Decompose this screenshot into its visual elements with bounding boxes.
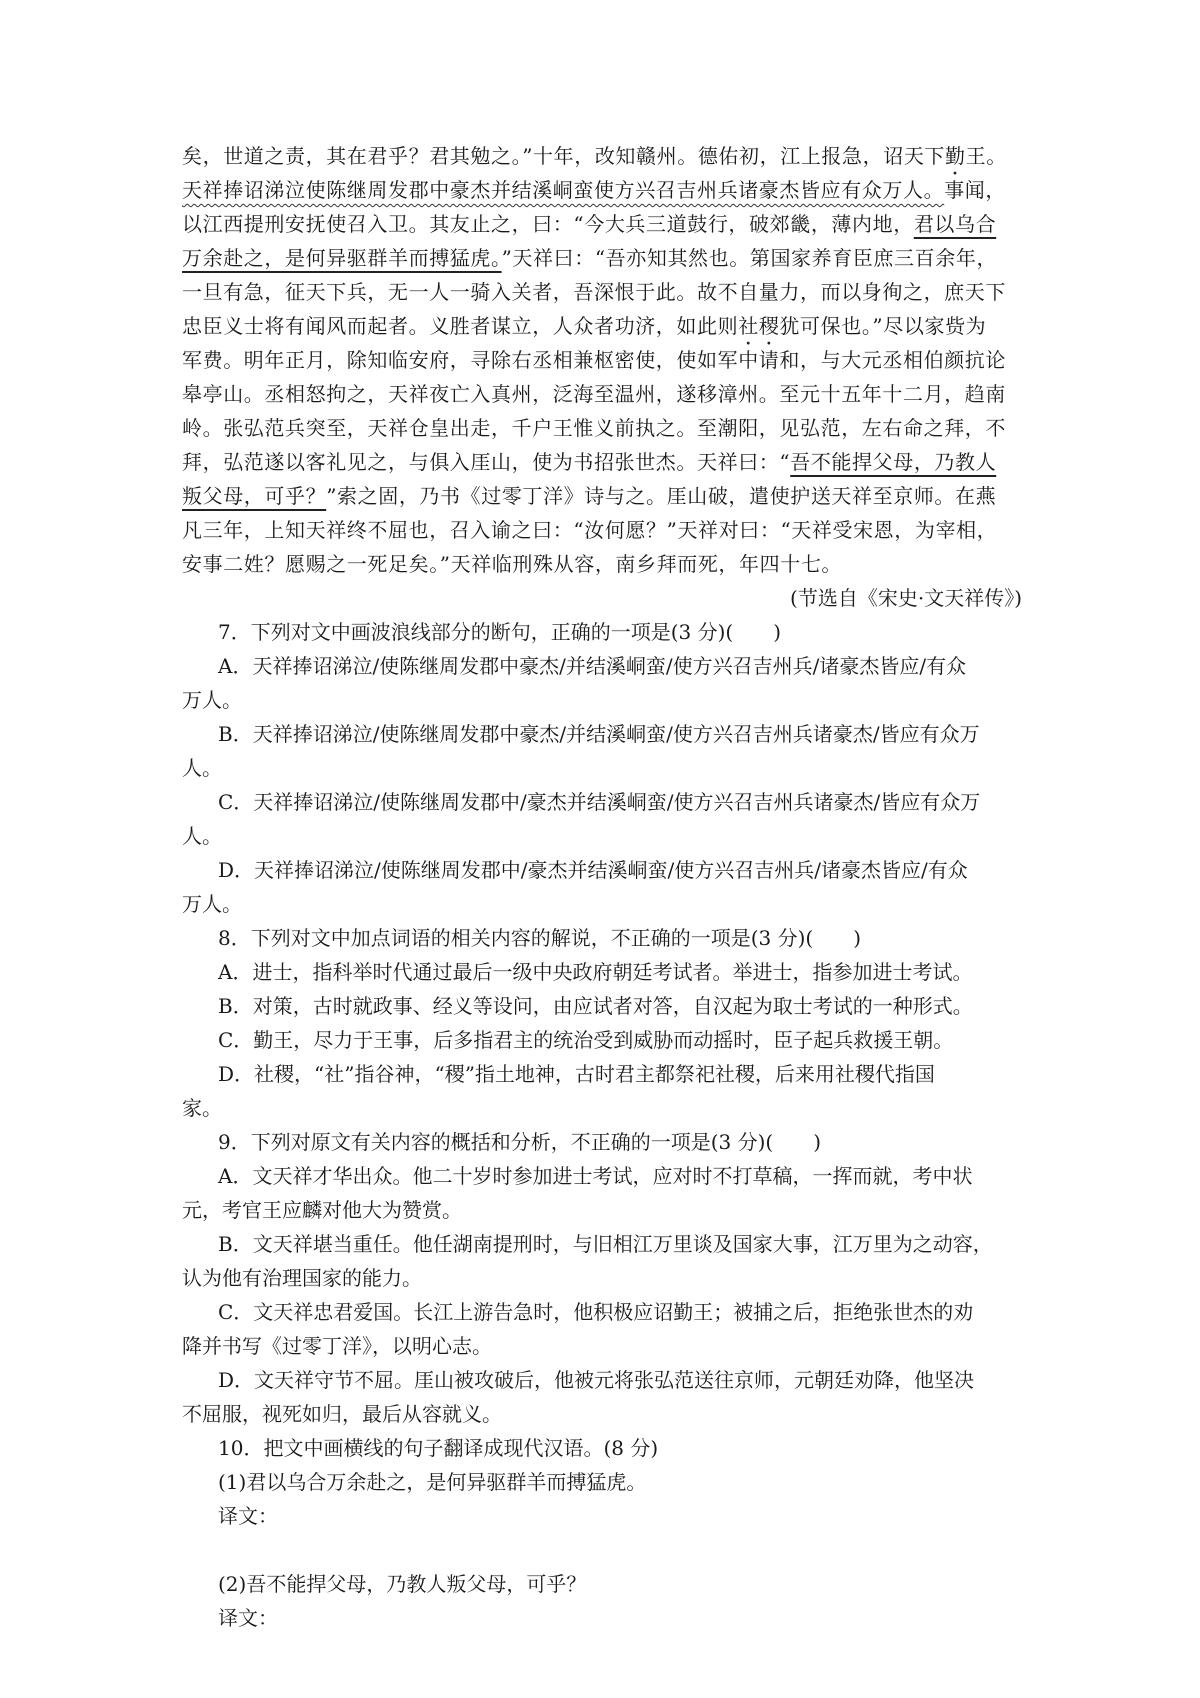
- passage-line-1: 矣，世道之责，其在君乎？君其勉之。”十年，改知赣州。德佑初，江上报急，诏天下勤王。: [182, 144, 1007, 168]
- emphasis-dot-she: 社: [738, 314, 759, 338]
- passage-line-9: 岭。张弘范兵突至，天祥仓皇出走，千户王惟义前执之。至潮阳，见弘范，左右命之拜，不: [182, 416, 1006, 440]
- q8-stem: 8．下列对文中加点词语的相关内容的解说，不正确的一项是(3 分)( ): [218, 926, 862, 950]
- passage-line-7: 军费。明年正月，除知临安府，寻除右丞相兼枢密使，使如军中请和，与大元丞相伯颜抗论: [182, 348, 1006, 372]
- q7-option-a-cont: 万人。: [182, 688, 242, 712]
- q7-option-b-cont: 人。: [182, 756, 222, 780]
- underline-sentence-1a: 君以乌合: [913, 212, 997, 236]
- q7-option-c: C．天祥捧诏涕泣/使陈继周发郡中/豪杰并结溪峒蛮/使方兴召吉州兵诸豪杰/皆应有众万: [218, 790, 981, 814]
- q9-option-c: C．文天祥忠君爱国。长江上游告急时，他积极应诏勤王；被捕之后，拒绝张世杰的劝: [218, 1300, 974, 1324]
- q9-option-a-cont: 元，考官王应麟对他大为赞赏。: [182, 1198, 462, 1222]
- emphasis-dot-ji: 稷: [758, 314, 780, 338]
- passage-line-11: 叛父母，可乎？”索之固，乃书《过零丁洋》诗与之。厓山破，遣使护送天祥至京师。在燕: [182, 484, 997, 508]
- q9-option-a: A．文天祥才华出众。他二十岁时参加进士考试，应对时不打草稿，一挥而就，考中状: [218, 1164, 973, 1188]
- passage-line-6: 忠臣义士将有闻风而起者。义胜者谋立，人众者功济，如此则社稷犹可保也。”尽以家赀为: [182, 314, 987, 338]
- passage-line-10: 拜，弘范遂以客礼见之，与俱入厓山，使为书招张世杰。天祥曰：“吾不能捍父母，乃教人: [182, 450, 997, 474]
- q10-sentence-1: (1)君以乌合万余赴之，是何异驱群羊而搏猛虎。: [218, 1470, 647, 1494]
- q10-translation-label-1: 译文：: [218, 1504, 278, 1528]
- q9-option-d: D．文天祥守节不屈。厓山被攻破后，他被元将张弘范送往京师，元朝廷劝降，他坚决: [218, 1368, 975, 1392]
- q9-option-d-cont: 不屈服，视死如归，最后从容就义。: [182, 1402, 502, 1426]
- passage-line-5: 一旦有急，征天下兵，无一人一骑入关者，吾深恨于此。故不自量力，而以身徇之，庶天下: [182, 280, 1006, 304]
- q10-translation-label-2: 译文：: [218, 1606, 278, 1630]
- q7-option-b: B．天祥捧诏涕泣/使陈继周发郡中豪杰/并结溪峒蛮/使方兴召吉州兵诸豪杰/皆应有众万: [218, 722, 980, 746]
- q9-option-b: B．文天祥堪当重任。他任湖南提刑时，与旧相江万里谈及国家大事，江万里为之动容，: [218, 1232, 993, 1256]
- wavy-underline-text: 天祥捧诏涕泣使陈继周发郡中豪杰并结溪峒蛮使方兴召吉州兵诸豪杰皆应有众万人。: [182, 178, 945, 202]
- underline-sentence-2a: 吾不能捍父母，乃教人: [790, 450, 997, 474]
- emphasis-dot-qin: 勤: [945, 144, 966, 168]
- passage-line-12: 凡三年，上知天祥终不屈也，召入谕之曰：“汝何愿？”天祥对曰：“天祥受宋恩，为宰相，: [182, 518, 998, 542]
- q7-option-c-cont: 人。: [182, 824, 222, 848]
- passage-line-8: 皋亭山。丞相怒拘之，天祥夜亡入真州，泛海至温州，遂移漳州。至元十五年十二月，趋南: [182, 382, 1006, 406]
- q9-option-c-cont: 降并书写《过零丁洋》，以明心志。: [182, 1334, 492, 1358]
- q7-option-d: D．天祥捧诏涕泣/使陈继周发郡中/豪杰并结溪峒蛮/使方兴召吉州兵/诸豪杰皆应/有众: [218, 858, 968, 882]
- q8-option-d: D．社稷，“社”指谷神，“稷”指土地神，古时君主都祭祀社稷，后来用社稷代指国: [218, 1062, 935, 1086]
- passage-line-2: 天祥捧诏涕泣使陈继周发郡中豪杰并结溪峒蛮使方兴召吉州兵诸豪杰皆应有众万人。事闻，: [182, 178, 1007, 202]
- q10-sentence-2: (2)吾不能捍父母，乃教人叛父母，可乎？: [218, 1572, 587, 1596]
- q8-option-d-cont: 家。: [182, 1096, 222, 1120]
- passage-source: (节选自《宋史·文天祥传》): [790, 586, 1022, 610]
- q7-option-d-cont: 万人。: [182, 892, 242, 916]
- passage-line-13: 安事二姓？愿赐之一死足矣。”天祥临刑殊从容，南乡拜而死，年四十七。: [182, 552, 843, 576]
- q8-option-a: A．进士，指科举时代通过最后一级中央政府朝廷考试者。举进士，指参加进士考试。: [218, 960, 973, 984]
- q7-option-a: A．天祥捧诏涕泣/使陈继周发郡中豪杰/并结溪峒蛮/使方兴召吉州兵/诸豪杰皆应/有众: [218, 654, 967, 678]
- q7-stem: 7．下列对文中画波浪线部分的断句，正确的一项是(3 分)( ): [218, 620, 782, 644]
- passage-line-3: 以江西提刑安抚使召入卫。其友止之，曰：“今大兵三道鼓行，破郊畿，薄内地，君以乌合: [182, 212, 997, 236]
- underline-sentence-2b: 叛父母，可乎？: [182, 484, 327, 508]
- q8-option-b: B．对策，古时就政事、经义等设问，由应试者对答，自汉起为取士考试的一种形式。: [218, 994, 973, 1018]
- underline-sentence-1b: 万余赴之，是何异驱群羊而搏猛虎。: [182, 246, 502, 270]
- passage-line-4: 万余赴之，是何异驱群羊而搏猛虎。”天祥曰：“吾亦知其然也。第国家养育臣庶三百余年，: [182, 246, 998, 270]
- q9-stem: 9．下列对原文有关内容的概括和分析，不正确的一项是(3 分)( ): [218, 1130, 822, 1154]
- q8-option-c: C．勤王，尽力于王事，后多指君主的统治受到威胁而动摇时，臣子起兵救援王朝。: [218, 1028, 954, 1052]
- q10-stem: 10．把文中画横线的句子翻译成现代汉语。(8 分): [218, 1436, 659, 1460]
- q9-option-b-cont: 认为他有治理国家的能力。: [182, 1266, 422, 1290]
